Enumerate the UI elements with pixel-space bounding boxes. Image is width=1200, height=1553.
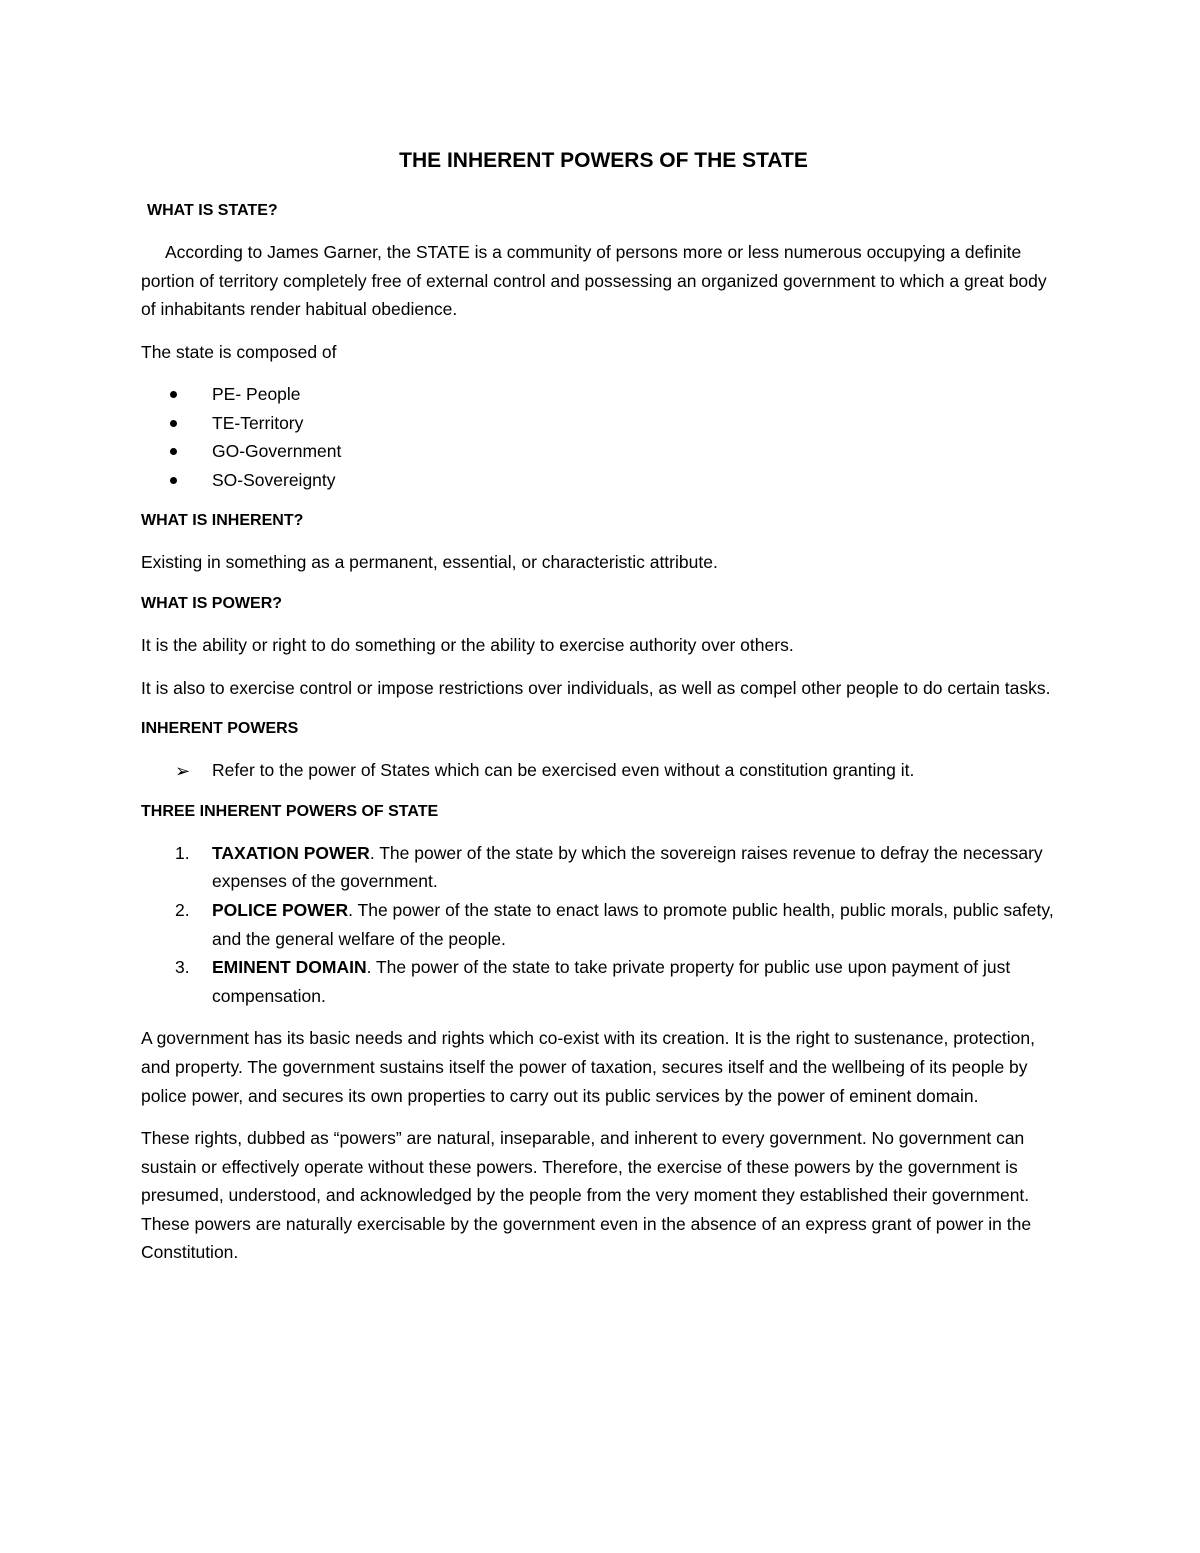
inherent-definition: Existing in something as a permanent, essential, or characteristic attribute. [141, 552, 718, 573]
heading-what-is-inherent: WHAT IS INHERENT? [141, 512, 304, 530]
filled-circle-bullet-icon [170, 477, 177, 484]
list-item: TE-Territory [141, 409, 1066, 438]
heading-inherent-powers: INHERENT POWERS [141, 720, 299, 738]
power-description: . The power of the state to enact laws to promote public health, public morals, public safety, and the general welfare of the people. [212, 899, 1054, 949]
state-components-list [141, 380, 1066, 494]
list-number: 1. [175, 842, 190, 863]
power-description: . The power of the state by which the sovereign raises revenue to defray the necessary expenses of the government. [212, 842, 1043, 892]
power-definition-2: It is also to exercise control or impose restrictions over individuals, as well as compel other people to do certain tasks. [141, 677, 1051, 698]
power-definition-1: It is the ability or right to do something or the ability to exercise authority over others. [141, 634, 794, 655]
state-composed-intro: The state is composed of [141, 341, 337, 362]
heading-three-inherent-powers: THREE INHERENT POWERS OF STATE [141, 802, 439, 820]
inherent-powers-list [141, 756, 1066, 785]
power-term: EMINENT DOMAIN [212, 957, 367, 978]
state-definition: According to James Garner, the STATE is a community of persons more or less numerous occupying a definite portion of territory completely free of external control and possessing an organized government to which a great body of inhabitants render habitual obedience. [141, 242, 1047, 320]
filled-circle-bullet-icon [170, 448, 177, 455]
heading-what-is-power: WHAT IS POWER? [141, 594, 283, 612]
closing-paragraph-2: These rights, dubbed as “powers” are natural, inseparable, and inherent to every government. No government can sustain or effectively operate without these powers. Therefore, the exercise of these powers by the government is presumed, understood, and acknowledged by the people from the very moment they established their government. These powers are naturally exercisable by the government even in the absence of an express grant of power in the Constitution. [141, 1128, 1032, 1263]
list-item: SO-Sovereignty [141, 466, 1066, 495]
closing-paragraph-1: A government has its basic needs and rights which co-exist with its creation. It is the right to sustenance, protection, and property. The government sustains itself the power of taxation, secures itself and the wellbeing of its people by police power, and secures its own properties to carry out its public services by the power of eminent domain. [141, 1028, 1035, 1106]
document-page [141, 148, 1066, 1281]
list-item [141, 839, 1066, 896]
power-term: TAXATION POWER [212, 842, 370, 863]
list-item: PE- People [141, 380, 1066, 409]
heading-what-is-state: WHAT IS STATE? [147, 202, 278, 219]
list-item [141, 953, 1066, 1010]
arrowhead-bullet-icon: ➢ [175, 761, 191, 782]
filled-circle-bullet-icon [170, 420, 177, 427]
list-item: ➢ Refer to the power of States which can be exercised even without a constitution granting it. [141, 756, 1066, 785]
three-powers-list [141, 839, 1066, 1011]
filled-circle-bullet-icon [170, 391, 177, 398]
power-description: . The power of the state to take private property for public use upon payment of just compensation. [212, 957, 1011, 1006]
power-term: POLICE POWER [212, 899, 349, 920]
document-title: THE INHERENT POWERS OF THE STATE [399, 149, 808, 172]
list-item: GO-Government [141, 437, 1066, 466]
list-number: 2. [175, 899, 190, 920]
list-item [141, 896, 1066, 953]
list-number: 3. [175, 957, 190, 978]
